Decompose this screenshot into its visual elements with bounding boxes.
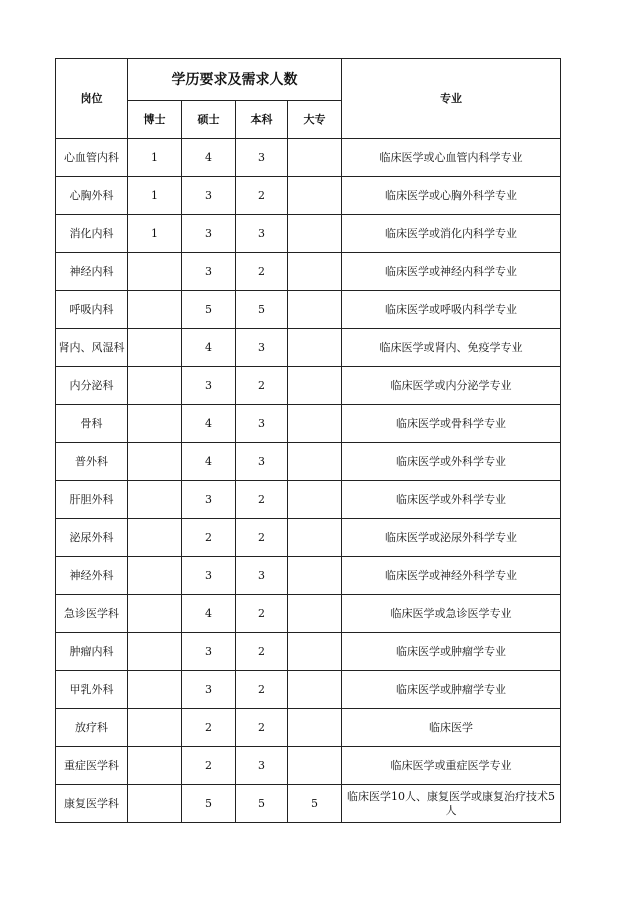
phd-count-cell xyxy=(128,405,182,443)
bachelor-count-cell: 2 xyxy=(236,253,288,291)
major-cell: 临床医学或神经内科学专业 xyxy=(342,253,561,291)
table-row xyxy=(56,405,561,443)
college-count-cell xyxy=(288,139,342,177)
education-group-header: 学历要求及需求人数 xyxy=(128,59,342,101)
master-count-cell: 3 xyxy=(182,177,236,215)
phd-count-cell xyxy=(128,367,182,405)
college-count-cell xyxy=(288,557,342,595)
phd-count-cell: 1 xyxy=(128,177,182,215)
bachelor-count-cell: 3 xyxy=(236,557,288,595)
table-row xyxy=(56,291,561,329)
major-cell: 临床医学或肾内、免疫学专业 xyxy=(342,329,561,367)
department-cell: 骨科 xyxy=(56,405,128,443)
phd-count-cell xyxy=(128,595,182,633)
college-count-cell xyxy=(288,329,342,367)
table-row xyxy=(56,329,561,367)
master-count-cell: 5 xyxy=(182,785,236,823)
department-cell: 心血管内科 xyxy=(56,139,128,177)
phd-count-cell xyxy=(128,481,182,519)
college-count-cell xyxy=(288,215,342,253)
major-cell: 临床医学或肿瘤学专业 xyxy=(342,633,561,671)
master-count-cell: 4 xyxy=(182,595,236,633)
table-row xyxy=(56,785,561,823)
phd-count-cell xyxy=(128,253,182,291)
table-row xyxy=(56,557,561,595)
table-row xyxy=(56,595,561,633)
college-count-cell xyxy=(288,595,342,633)
phd-count-cell xyxy=(128,747,182,785)
college-count-cell xyxy=(288,367,342,405)
college-count-cell xyxy=(288,633,342,671)
table-row xyxy=(56,519,561,557)
phd-count-cell xyxy=(128,557,182,595)
major-header: 专业 xyxy=(342,59,561,139)
bachelor-count-cell: 3 xyxy=(236,405,288,443)
master-count-cell: 2 xyxy=(182,747,236,785)
major-cell: 临床医学或肿瘤学专业 xyxy=(342,671,561,709)
department-cell: 肝胆外科 xyxy=(56,481,128,519)
college-header: 大专 xyxy=(288,101,342,139)
bachelor-count-cell: 2 xyxy=(236,709,288,747)
major-cell: 临床医学或呼吸内科学专业 xyxy=(342,291,561,329)
table-row xyxy=(56,747,561,785)
major-cell: 临床医学或心胸外科学专业 xyxy=(342,177,561,215)
college-count-cell xyxy=(288,747,342,785)
table-row xyxy=(56,177,561,215)
master-count-cell: 2 xyxy=(182,709,236,747)
phd-count-cell xyxy=(128,709,182,747)
department-cell: 放疗科 xyxy=(56,709,128,747)
table-row xyxy=(56,139,561,177)
department-cell: 呼吸内科 xyxy=(56,291,128,329)
department-cell: 肾内、风湿科 xyxy=(56,329,128,367)
major-cell: 临床医学10人、康复医学或康复治疗技术5人 xyxy=(342,785,561,823)
phd-count-cell: 1 xyxy=(128,139,182,177)
table-row xyxy=(56,481,561,519)
college-count-cell xyxy=(288,519,342,557)
master-count-cell: 4 xyxy=(182,139,236,177)
master-header: 硕士 xyxy=(182,101,236,139)
department-cell: 消化内科 xyxy=(56,215,128,253)
college-count-cell xyxy=(288,443,342,481)
bachelor-count-cell: 3 xyxy=(236,215,288,253)
recruitment-table xyxy=(55,58,561,823)
department-cell: 神经内科 xyxy=(56,253,128,291)
bachelor-count-cell: 5 xyxy=(236,785,288,823)
major-cell: 临床医学或急诊医学专业 xyxy=(342,595,561,633)
table-row xyxy=(56,253,561,291)
bachelor-count-cell: 3 xyxy=(236,443,288,481)
major-cell: 临床医学或内分泌学专业 xyxy=(342,367,561,405)
bachelor-count-cell: 5 xyxy=(236,291,288,329)
phd-count-cell xyxy=(128,671,182,709)
table-row xyxy=(56,367,561,405)
bachelor-count-cell: 2 xyxy=(236,519,288,557)
college-count-cell: 5 xyxy=(288,785,342,823)
master-count-cell: 3 xyxy=(182,215,236,253)
master-count-cell: 3 xyxy=(182,367,236,405)
table-body xyxy=(56,139,561,823)
department-cell: 泌尿外科 xyxy=(56,519,128,557)
major-cell: 临床医学 xyxy=(342,709,561,747)
major-cell: 临床医学或重症医学专业 xyxy=(342,747,561,785)
major-cell: 临床医学或消化内科学专业 xyxy=(342,215,561,253)
bachelor-count-cell: 3 xyxy=(236,747,288,785)
college-count-cell xyxy=(288,405,342,443)
bachelor-count-cell: 2 xyxy=(236,177,288,215)
major-cell: 临床医学或神经外科学专业 xyxy=(342,557,561,595)
college-count-cell xyxy=(288,481,342,519)
department-cell: 肿瘤内科 xyxy=(56,633,128,671)
major-cell: 临床医学或外科学专业 xyxy=(342,481,561,519)
phd-count-cell xyxy=(128,291,182,329)
major-cell: 临床医学或泌尿外科学专业 xyxy=(342,519,561,557)
college-count-cell xyxy=(288,291,342,329)
position-header: 岗位 xyxy=(56,59,128,139)
bachelor-count-cell: 3 xyxy=(236,139,288,177)
college-count-cell xyxy=(288,253,342,291)
major-cell: 临床医学或心血管内科学专业 xyxy=(342,139,561,177)
department-cell: 神经外科 xyxy=(56,557,128,595)
bachelor-count-cell: 2 xyxy=(236,595,288,633)
master-count-cell: 3 xyxy=(182,671,236,709)
department-cell: 甲乳外科 xyxy=(56,671,128,709)
master-count-cell: 3 xyxy=(182,481,236,519)
department-cell: 重症医学科 xyxy=(56,747,128,785)
table-row xyxy=(56,443,561,481)
department-cell: 普外科 xyxy=(56,443,128,481)
master-count-cell: 3 xyxy=(182,633,236,671)
department-cell: 心胸外科 xyxy=(56,177,128,215)
bachelor-header: 本科 xyxy=(236,101,288,139)
table-row xyxy=(56,633,561,671)
master-count-cell: 4 xyxy=(182,443,236,481)
department-cell: 急诊医学科 xyxy=(56,595,128,633)
bachelor-count-cell: 2 xyxy=(236,367,288,405)
bachelor-count-cell: 3 xyxy=(236,329,288,367)
department-cell: 康复医学科 xyxy=(56,785,128,823)
phd-header: 博士 xyxy=(128,101,182,139)
header-row-1 xyxy=(56,59,561,101)
phd-count-cell xyxy=(128,519,182,557)
phd-count-cell xyxy=(128,785,182,823)
bachelor-count-cell: 2 xyxy=(236,481,288,519)
college-count-cell xyxy=(288,709,342,747)
table-row xyxy=(56,709,561,747)
department-cell: 内分泌科 xyxy=(56,367,128,405)
table-row xyxy=(56,671,561,709)
master-count-cell: 4 xyxy=(182,405,236,443)
bachelor-count-cell: 2 xyxy=(236,633,288,671)
master-count-cell: 4 xyxy=(182,329,236,367)
major-cell: 临床医学或骨科学专业 xyxy=(342,405,561,443)
master-count-cell: 2 xyxy=(182,519,236,557)
table-row xyxy=(56,215,561,253)
phd-count-cell xyxy=(128,633,182,671)
bachelor-count-cell: 2 xyxy=(236,671,288,709)
college-count-cell xyxy=(288,671,342,709)
college-count-cell xyxy=(288,177,342,215)
major-cell: 临床医学或外科学专业 xyxy=(342,443,561,481)
master-count-cell: 3 xyxy=(182,557,236,595)
master-count-cell: 3 xyxy=(182,253,236,291)
phd-count-cell: 1 xyxy=(128,215,182,253)
phd-count-cell xyxy=(128,443,182,481)
phd-count-cell xyxy=(128,329,182,367)
master-count-cell: 5 xyxy=(182,291,236,329)
